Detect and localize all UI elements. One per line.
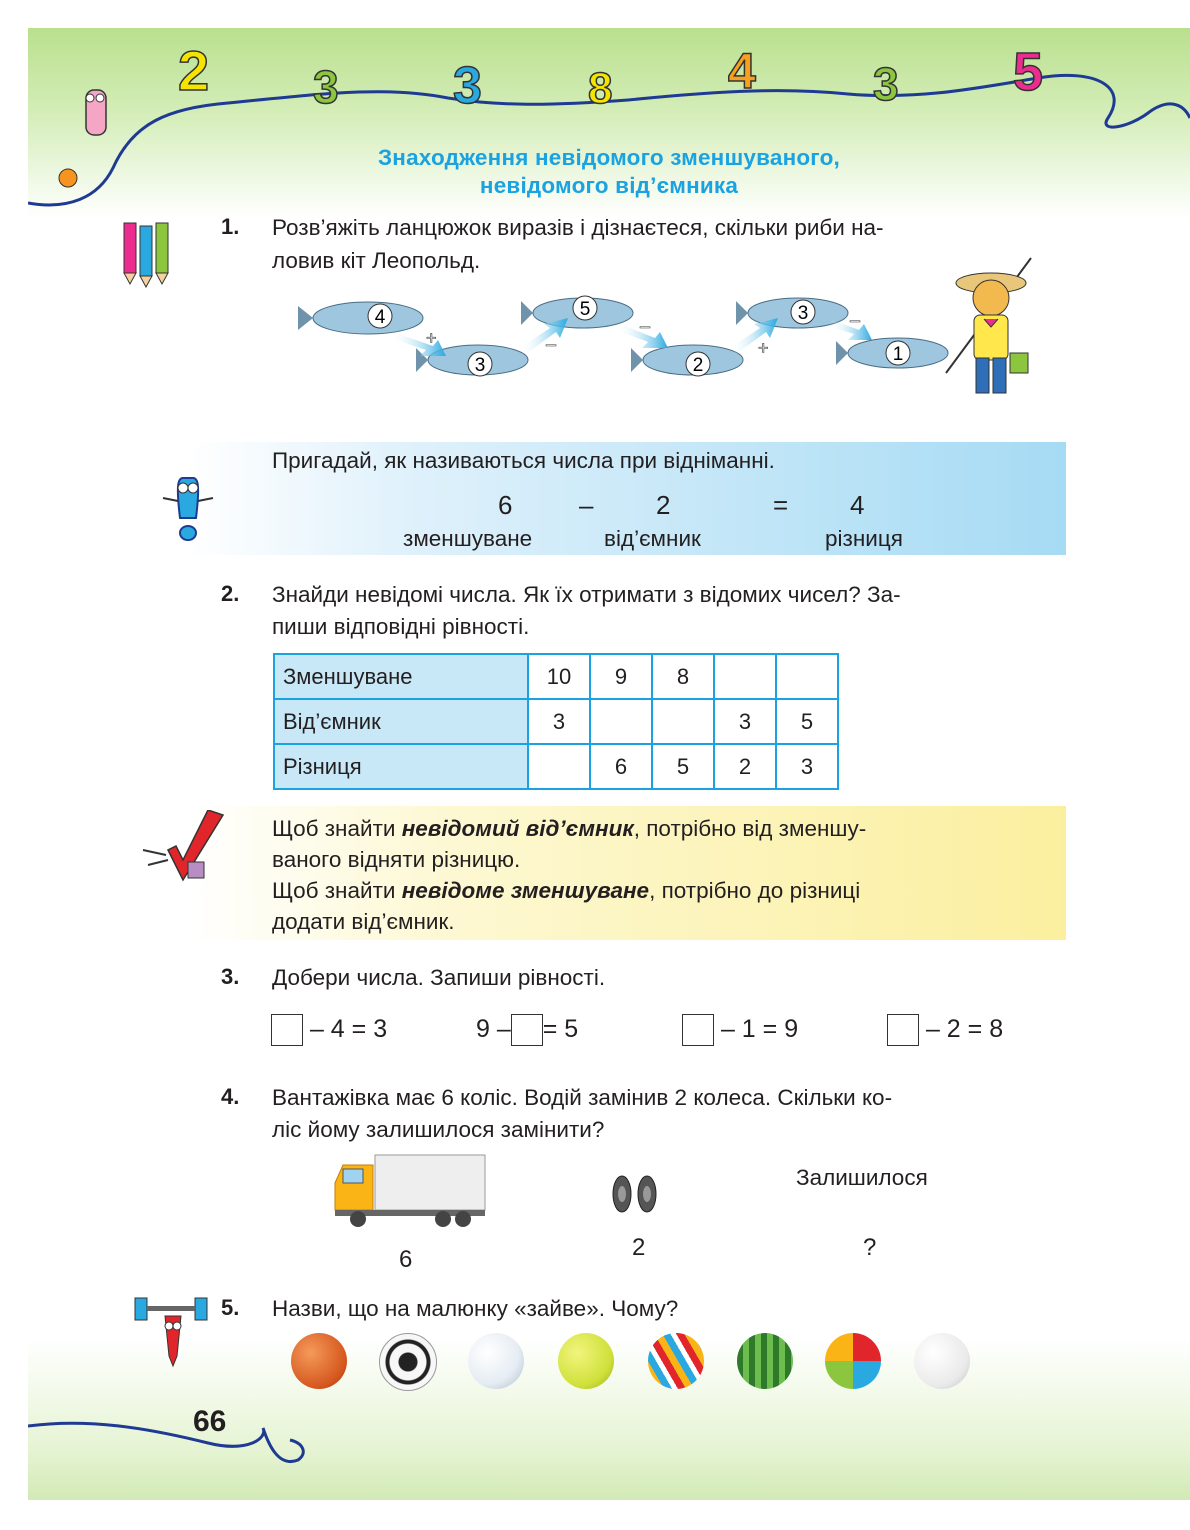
svg-text:1: 1 <box>892 344 904 365</box>
label-subtrahend: від’ємник <box>604 526 701 551</box>
svg-text:4: 4 <box>374 307 386 328</box>
table-cell: 3 <box>714 699 776 744</box>
striped-ball-icon <box>648 1333 704 1389</box>
svg-text:2: 2 <box>178 39 210 102</box>
task-1-text-line-2: ловив кіт Леопольд. <box>272 248 481 273</box>
svg-text:3: 3 <box>797 303 809 324</box>
answer-box[interactable] <box>887 1014 919 1046</box>
rule-paragraph-2-line-1: Щоб знайти невідоме зменшуване, потрібно до різниці <box>272 878 861 903</box>
number-two-character-icon <box>178 39 209 102</box>
equation-4: – 2 = 8 <box>887 1014 1003 1046</box>
checkmark-character-icon <box>138 810 228 890</box>
equation-1: – 4 = 3 <box>271 1014 387 1046</box>
row-header-difference: Різниця <box>274 744 528 789</box>
task-4-text-line-2: ліс йому залишилося замінити? <box>272 1117 605 1142</box>
soccer-ball-icon <box>379 1333 437 1391</box>
table-cell: 5 <box>776 699 838 744</box>
rule-paragraph-1-line-1: Щоб знайти невідомий від’ємник, потрібно від зменшу- <box>272 816 867 841</box>
task-2-text-line-1: Знайди невідомі числа. Як їх отримати з відомих чисел? За- <box>272 582 901 607</box>
remaining-label: Залишилося <box>796 1165 928 1190</box>
answer-box[interactable] <box>271 1014 303 1046</box>
page-title <box>28 144 1190 200</box>
table-cell: 10 <box>528 654 590 699</box>
example-minus-sign: – <box>579 490 594 520</box>
table-row-minuend <box>274 654 838 699</box>
cat-leopold-fishing-icon <box>936 253 1046 408</box>
reminder-text: Пригадай, як називаються числа при відніманні. <box>272 448 775 473</box>
table-row-difference <box>274 744 838 789</box>
weightlifter-pencil-icon <box>133 1286 213 1371</box>
table-cell <box>590 699 652 744</box>
task-2-number: 2. <box>221 581 240 606</box>
task-5-text: Назви, що на малюнку «зайве». Чому? <box>272 1296 679 1321</box>
truck-wheel-count: 6 <box>399 1246 413 1273</box>
watermelon-icon <box>737 1333 793 1389</box>
table-cell: 3 <box>776 744 838 789</box>
task-5-number: 5. <box>221 1295 240 1320</box>
number-three-blue-character-icon <box>453 57 482 115</box>
task-3-number: 3. <box>221 964 240 989</box>
task-4-number: 4. <box>221 1084 240 1109</box>
truck-icon <box>333 1153 488 1228</box>
volleyball-icon <box>468 1333 524 1389</box>
table-cell: 8 <box>652 654 714 699</box>
exclamation-character-icon <box>158 473 233 548</box>
fish-6 <box>836 338 948 368</box>
number-three-lime-character-icon <box>873 58 899 110</box>
svg-text:5: 5 <box>1013 42 1044 102</box>
answer-box[interactable] <box>682 1014 714 1046</box>
number-three-green-character-icon <box>313 61 339 113</box>
number-four-character-icon <box>728 43 756 99</box>
fish-chain-illustration <box>298 278 958 408</box>
remaining-unknown: ? <box>863 1234 877 1261</box>
table-cell: 5 <box>652 744 714 789</box>
page-number: 66 <box>193 1405 227 1438</box>
pencils-icon <box>116 218 196 288</box>
task-1-text-line-1: Розв’яжіть ланцюжок виразів і дізнаєтеся, скільки риби на- <box>272 215 884 240</box>
footer-wave-decoration <box>28 1398 328 1478</box>
task-3-text: Добери числа. Запиши рівності. <box>272 965 606 990</box>
example-difference: 4 <box>850 490 865 520</box>
operation-1: + <box>426 328 437 348</box>
term-unknown-subtrahend: невідомий від’ємник <box>401 816 634 841</box>
operation-5: – <box>850 310 861 330</box>
table-cell <box>652 699 714 744</box>
operation-2: – <box>546 334 557 354</box>
example-equals-sign: = <box>773 490 789 520</box>
svg-text:8: 8 <box>588 64 613 113</box>
baseball-icon <box>914 1333 970 1389</box>
table-cell: 6 <box>590 744 652 789</box>
replaced-wheel-count: 2 <box>632 1234 646 1261</box>
svg-text:3: 3 <box>453 57 482 115</box>
number-one-character-icon <box>86 90 106 135</box>
rule-paragraph-1-line-2: ваного відняти різницю. <box>272 847 521 872</box>
table-cell <box>714 654 776 699</box>
table-cell: 3 <box>528 699 590 744</box>
number-five-character-icon <box>1013 42 1043 102</box>
svg-text:3: 3 <box>313 61 339 113</box>
row-header-minuend: Зменшуване <box>274 654 528 699</box>
operation-3: – <box>640 316 651 336</box>
example-subtrahend: 2 <box>656 490 671 520</box>
number-eight-character-icon <box>588 64 612 113</box>
table-cell <box>776 654 838 699</box>
title-line-2: невідомого від’ємника <box>479 173 739 198</box>
table-cell <box>528 744 590 789</box>
task-2-text-line-2: пиши відповідні рівності. <box>272 614 530 639</box>
fish-4 <box>631 345 743 376</box>
label-minuend: зменшуване <box>403 526 533 551</box>
basketball-icon <box>291 1333 347 1389</box>
table-cell: 9 <box>590 654 652 699</box>
equation-2: 9 – = 5 <box>476 1014 578 1046</box>
task-4-text-line-1: Вантажівка має 6 коліс. Водій замінив 2 колеса. Скільки ко- <box>272 1085 893 1110</box>
svg-text:2: 2 <box>692 355 704 376</box>
equation-3: – 1 = 9 <box>682 1014 798 1046</box>
svg-text:4: 4 <box>728 43 756 99</box>
fish-3 <box>521 296 633 328</box>
table-row-subtrahend <box>274 699 838 744</box>
tennis-ball-icon <box>558 1333 614 1389</box>
fish-1 <box>298 302 423 334</box>
answer-box[interactable] <box>511 1014 543 1046</box>
example-minuend: 6 <box>498 490 513 520</box>
task-1-number: 1. <box>221 214 240 239</box>
term-unknown-minuend: невідоме зменшуване <box>401 878 650 903</box>
textbook-page <box>28 28 1190 1500</box>
svg-text:3: 3 <box>873 58 899 110</box>
label-difference: різниця <box>825 526 903 551</box>
svg-text:5: 5 <box>579 299 591 320</box>
operation-4: + <box>758 338 769 358</box>
arrow-2 <box>520 318 568 354</box>
row-header-subtrahend: Від’ємник <box>274 699 528 744</box>
table-cell: 2 <box>714 744 776 789</box>
svg-text:3: 3 <box>474 355 486 376</box>
beach-ball-icon <box>825 1333 881 1389</box>
title-line-1: Знаходження невідомого зменшуваного, <box>378 145 840 170</box>
rule-paragraph-2-line-2: додати від’ємник. <box>272 909 455 934</box>
subtraction-table <box>273 653 839 790</box>
two-wheels-icon <box>611 1174 661 1214</box>
